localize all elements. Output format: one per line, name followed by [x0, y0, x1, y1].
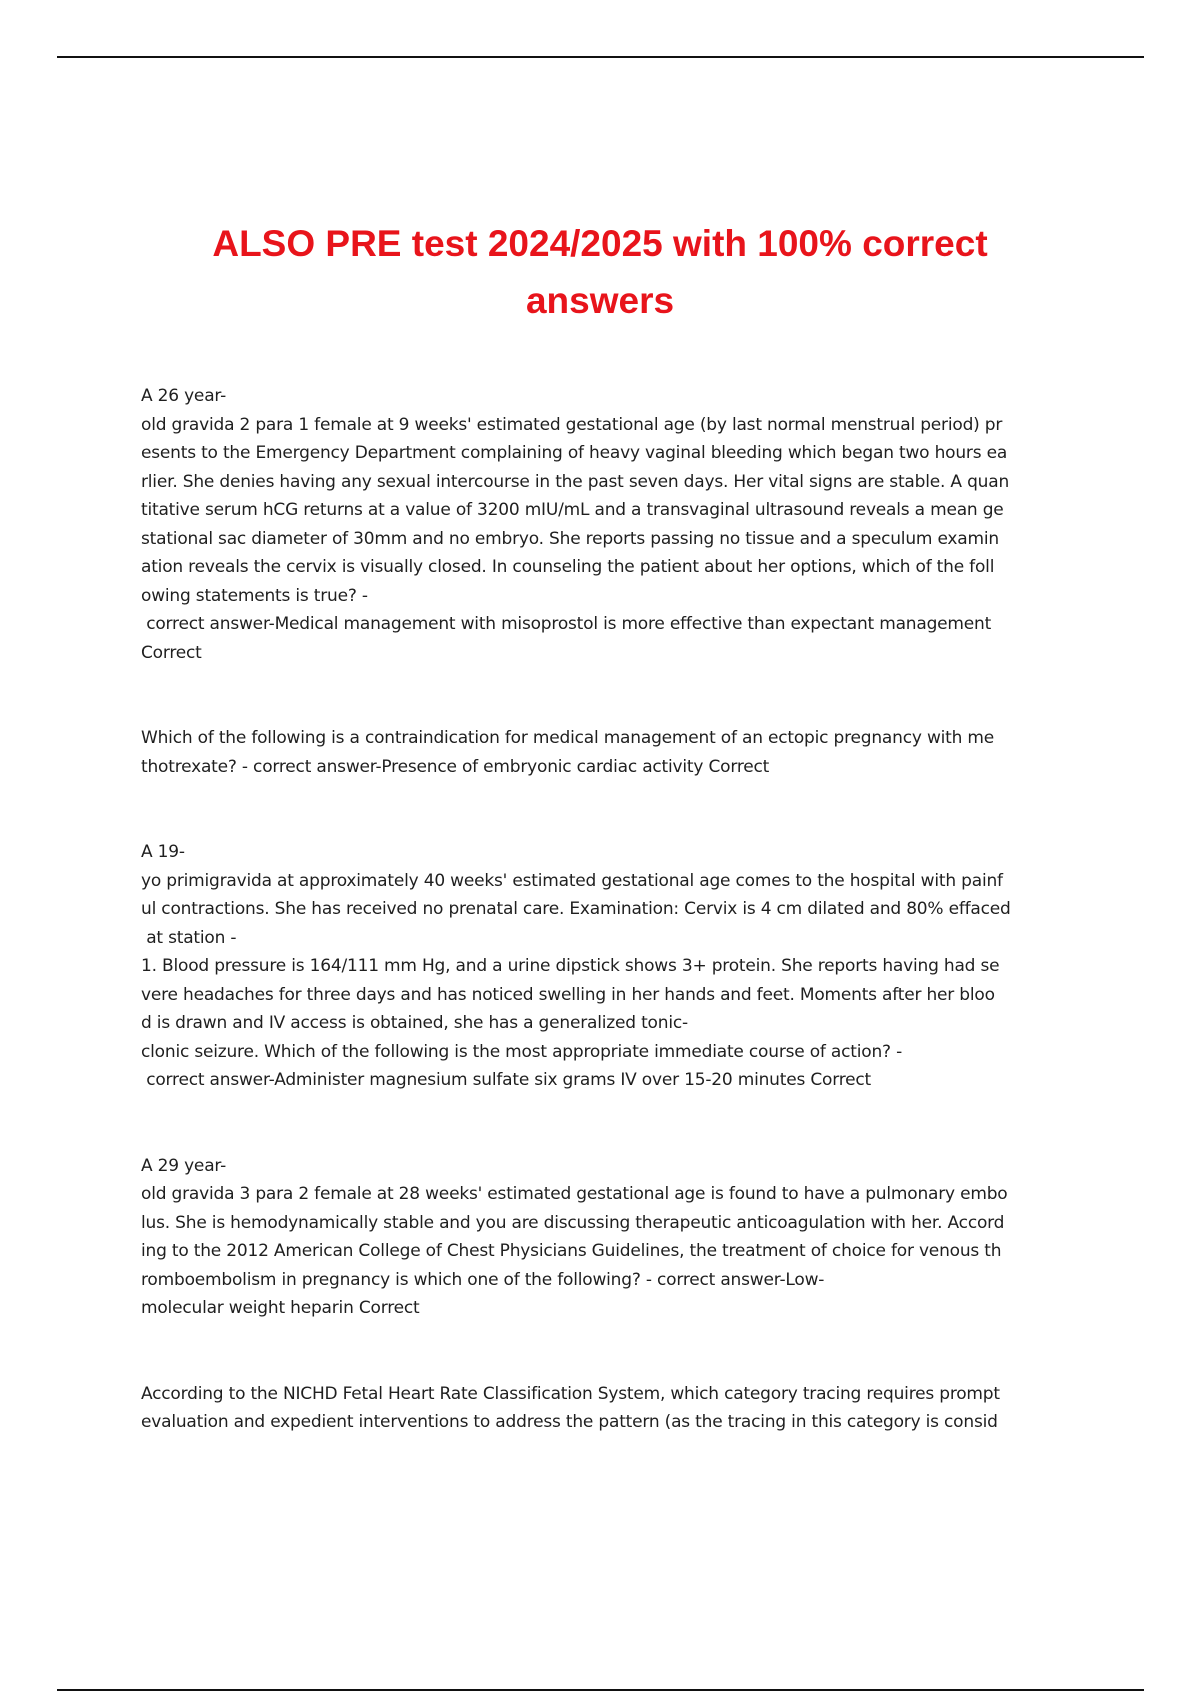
question-line: old gravida 3 para 2 female at 28 weeks' estimated gestational age is found to have a pulmonary embo: [141, 1184, 1008, 1204]
spacer: [141, 667, 1071, 724]
top-rule: [57, 56, 1144, 58]
answer-line: thotrexate? - correct answer-Presence of embryonic cardiac activity Correct: [141, 756, 770, 777]
question-line: d is drawn and IV access is obtained, she has a generalized tonic-: [141, 1013, 688, 1033]
title-line-2: answers: [525, 280, 675, 321]
spacer: [141, 1323, 1071, 1380]
question-item-3: [141, 838, 1071, 1095]
question-line: old gravida 2 para 1 female at 9 weeks' estimated gestational age (by last normal menstrual period) pr: [141, 414, 1003, 435]
question-line: A 19-: [141, 842, 185, 862]
question-line: yo primigravida at approximately 40 weeks' estimated gestational age comes to the hospital with painf: [141, 870, 1003, 891]
answer-status: Correct: [141, 642, 202, 663]
bottom-rule: [57, 1689, 1144, 1691]
question-item-5: [141, 1380, 1071, 1437]
question-line: vere headaches for three days and has noticed swelling in her hands and feet. Moments after her bloo: [141, 984, 995, 1005]
question-item-1: [141, 382, 1071, 667]
question-line: titative serum hCG returns at a value of 3200 mIU/mL and a transvaginal ultrasound reveals a mean ge: [141, 500, 1004, 520]
question-line: 1. Blood pressure is 164/111 mm Hg, and a urine dipstick shows 3+ protein. She reports having had se: [141, 956, 1000, 976]
question-line: stational sac diameter of 30mm and no embryo. She reports passing no tissue and a speculum examin: [141, 528, 999, 549]
question-line: ing to the 2012 American College of Chest Physicians Guidelines, the treatment of choice for venous th: [141, 1241, 1002, 1261]
question-list: [141, 382, 1071, 1437]
answer-line: correct answer-Medical management with misoprostol is more effective than expectant management: [141, 614, 992, 634]
question-line: at station -: [141, 927, 237, 948]
question-line: esents to the Emergency Department complaining of heavy vaginal bleeding which began two hours ea: [141, 443, 1008, 463]
question-item-2: [141, 724, 1071, 781]
question-line: ul contractions. She has received no prenatal care. Examination: Cervix is 4 cm dilated and 80% effaced: [141, 899, 1011, 919]
question-line: ation reveals the cervix is visually closed. In counseling the patient about her options, which of the foll: [141, 557, 995, 577]
question-item-4: [141, 1152, 1071, 1323]
answer-line: molecular weight heparin Correct: [141, 1298, 420, 1318]
question-line: A 29 year-: [141, 1155, 227, 1176]
question-line: owing statements is true? -: [141, 585, 368, 606]
title-line-1: ALSO PRE test 2024/2025 with 100% correct: [212, 223, 988, 264]
question-line: A 26 year-: [141, 386, 227, 406]
question-line: clonic seizure. Which of the following is the most appropriate immediate course of action? -: [141, 1041, 903, 1062]
question-line: romboembolism in pregnancy is which one of the following? - correct answer-Low-: [141, 1269, 825, 1290]
question-line: evaluation and expedient interventions to address the pattern (as the tracing in this category is consid: [141, 1412, 998, 1432]
question-line: According to the NICHD Fetal Heart Rate Classification System, which category tracing requires prompt: [141, 1383, 1000, 1404]
document-title: [100, 215, 1100, 329]
question-line: rlier. She denies having any sexual intercourse in the past seven days. Her vital signs are stable. A quan: [141, 471, 1010, 492]
question-line: Which of the following is a contraindication for medical management of an ectopic pregnancy with me: [141, 728, 995, 748]
question-line: lus. She is hemodynamically stable and you are discussing therapeutic anticoagulation with her. Accord: [141, 1212, 1005, 1233]
spacer: [141, 1095, 1071, 1152]
answer-line: correct answer-Administer magnesium sulfate six grams IV over 15-20 minutes Correct: [141, 1070, 871, 1090]
spacer: [141, 781, 1071, 838]
